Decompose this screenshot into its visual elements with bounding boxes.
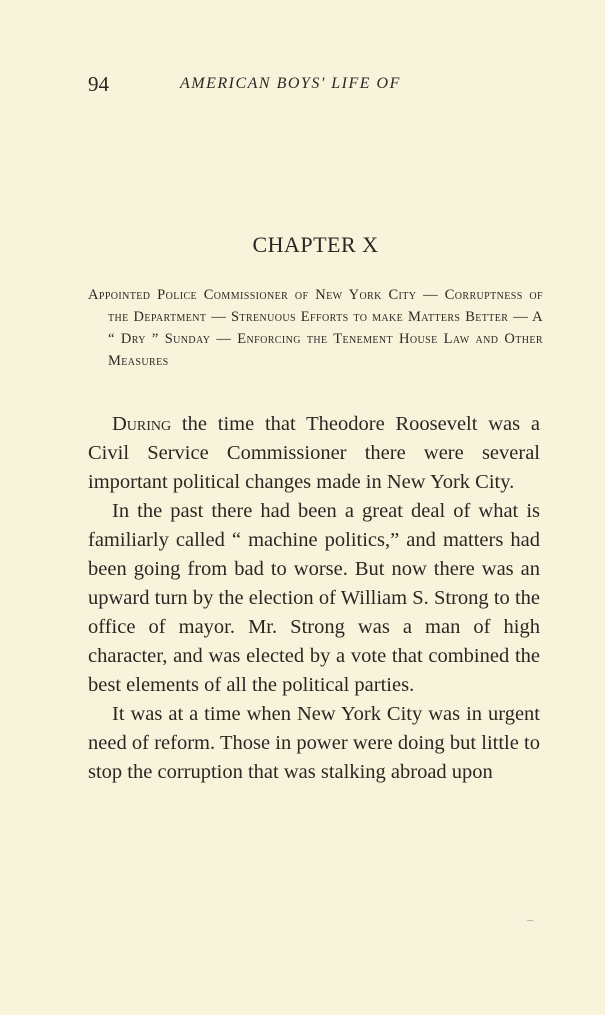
paragraph-1-text: the time that Theodore Roosevelt was a Civil Service Commissioner there were several important political changes made in New York City. — [88, 413, 540, 493]
page-number: 94 — [88, 72, 109, 96]
paragraph-lead-word: During — [112, 413, 172, 435]
chapter-synopsis: Appointed Police Commissioner of New York City — Corruptness of the Department — Strenuous Efforts to make Matters Better — A “ Dry ” Sunday — Enforcing the Tenement House Law and Other Measures — [88, 287, 543, 369]
paragraph-2: In the past there had been a great deal of what is familiarly called “ machine politics,” and matters had been going from bad to worse. But now there was an upward turn by the election of William S. Strong to the office of mayor. Mr. Strong was a man of high character, and was elected by a vote that combined the best elements of all the political parties. — [88, 500, 540, 696]
running-book-title: AMERICAN BOYS' LIFE OF — [180, 75, 401, 92]
running-head — [88, 72, 543, 96]
chapter-heading: CHAPTER X — [252, 232, 379, 257]
body-text — [88, 410, 540, 787]
page-speck-mark: ‿ — [527, 912, 534, 921]
paragraph-1 — [88, 410, 540, 497]
paragraph-3: It was at a time when New York City was in urgent need of reform. Those in power were doing but little to stop the corruption that was stalking abroad upon — [88, 703, 540, 783]
